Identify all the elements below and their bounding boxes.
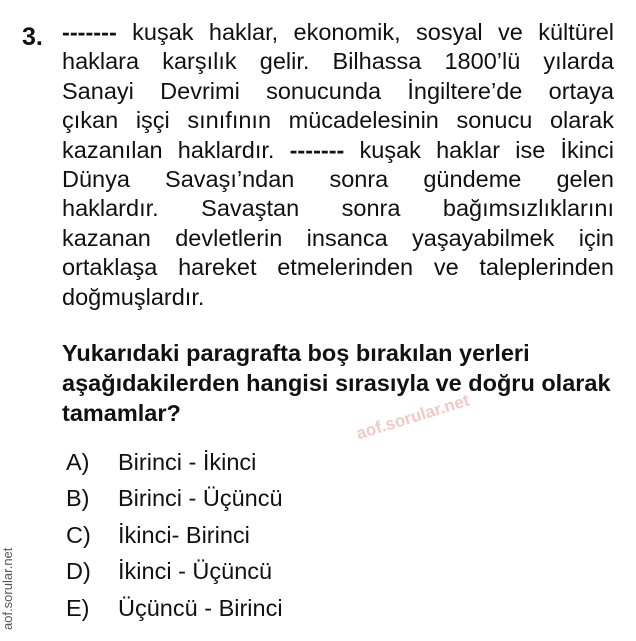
passage-word: ortaklaşa [62,254,158,281]
option-letter: B) [66,485,90,512]
passage-word: ise [515,136,546,163]
passage-word: bağımsızlıklarını [442,195,614,222]
passage-word: gelen [556,165,614,192]
passage-word: kültürel [538,19,614,45]
passage-word: işçi [135,107,170,134]
answer-options [66,444,283,627]
question-prompt: Yukarıdaki paragrafta boş bırakılan yerleri aşağıdakilerden hangisi sırasıyla ve doğru olarak tamamlar? [62,340,611,426]
answer-option[interactable] [66,517,283,554]
passage-word: sonucunda [266,77,382,104]
answer-option[interactable] [66,481,283,518]
passage-line [62,47,614,76]
passage-line [62,283,614,312]
passage-word: Sanayi [62,77,134,104]
passage-word: İkinci [560,136,614,163]
passage-word: 1800’lü [444,48,521,75]
option-text: Üçüncü - Birinci [118,594,283,621]
passage-word: çıkan [62,107,119,134]
passage-word: devletlerin [175,224,283,251]
passage-word: Savaşı’ndan [165,165,295,192]
question-passage [62,18,614,312]
passage-word: sınıfının [187,107,272,134]
option-text: İkinci- Birinci [118,521,250,548]
passage-word: sonra [341,195,401,222]
passage-word: insanca [306,224,388,251]
passage-line [62,253,614,282]
passage-word: karşılık [162,48,237,75]
passage-word: ortaya [548,77,614,104]
passage-word: haklar, [208,19,279,45]
watermark-side: aof.sorular.net [0,547,15,630]
passage-word: sonra [329,165,389,192]
passage-word: olarak [549,107,614,134]
option-letter: C) [66,521,91,548]
passage-word: kazanan [62,224,151,251]
passage-word: ekonomik, [293,19,401,45]
passage-word: mücadelesinin [288,107,439,134]
passage-word: ------- [62,19,117,45]
passage-word: ve [433,254,459,281]
answer-option[interactable] [66,444,283,481]
passage-word: gelir. [259,48,310,75]
passage-word: Devrimi [160,77,240,104]
passage-word: İngiltere’de [407,77,523,104]
passage-word: için [578,224,614,251]
passage-line [62,165,614,194]
passage-word: Savaştan [201,195,300,222]
passage-word: kazanılan [62,136,163,163]
question-number: 3. [22,23,43,51]
passage-word: ------- [289,136,345,163]
passage-word: Dünya [62,165,130,192]
answer-option[interactable] [66,554,283,591]
passage-word: etmelerinden [277,254,414,281]
option-letter: A) [66,448,90,475]
passage-word: kuşak [359,136,421,163]
passage-line [62,106,614,135]
passage-word: yılarda [543,48,614,75]
passage-word: sonucu [456,107,533,134]
passage-word: haklar [436,136,501,163]
passage-word: yaşayabilmek [412,224,555,251]
option-text: İkinci - Üçüncü [118,558,273,585]
option-text: Birinci - İkinci [118,448,257,475]
passage-word: haklardır. [62,195,159,222]
passage-word: sosyal [416,19,483,45]
passage-word: hareket [178,254,257,281]
passage-line [62,194,614,223]
passage-word: haklardır. [177,136,275,163]
passage-line [62,18,614,47]
passage-word: taleplerinden [479,254,614,281]
passage-word: doğmuşlardır. [62,283,205,310]
passage-word: gündeme [423,165,522,192]
passage-word: kuşak [132,19,194,45]
passage-line [62,136,614,165]
passage-word: haklara [62,48,140,75]
passage-word: Bilhassa [332,48,422,75]
option-text: Birinci - Üçüncü [118,485,283,512]
option-letter: D) [66,558,91,585]
option-letter: E) [66,594,90,621]
answer-option[interactable] [66,590,283,627]
watermark-center: aof.sorular.net [354,390,472,444]
passage-line [62,77,614,106]
passage-line [62,224,614,253]
passage-word: ve [498,19,523,45]
